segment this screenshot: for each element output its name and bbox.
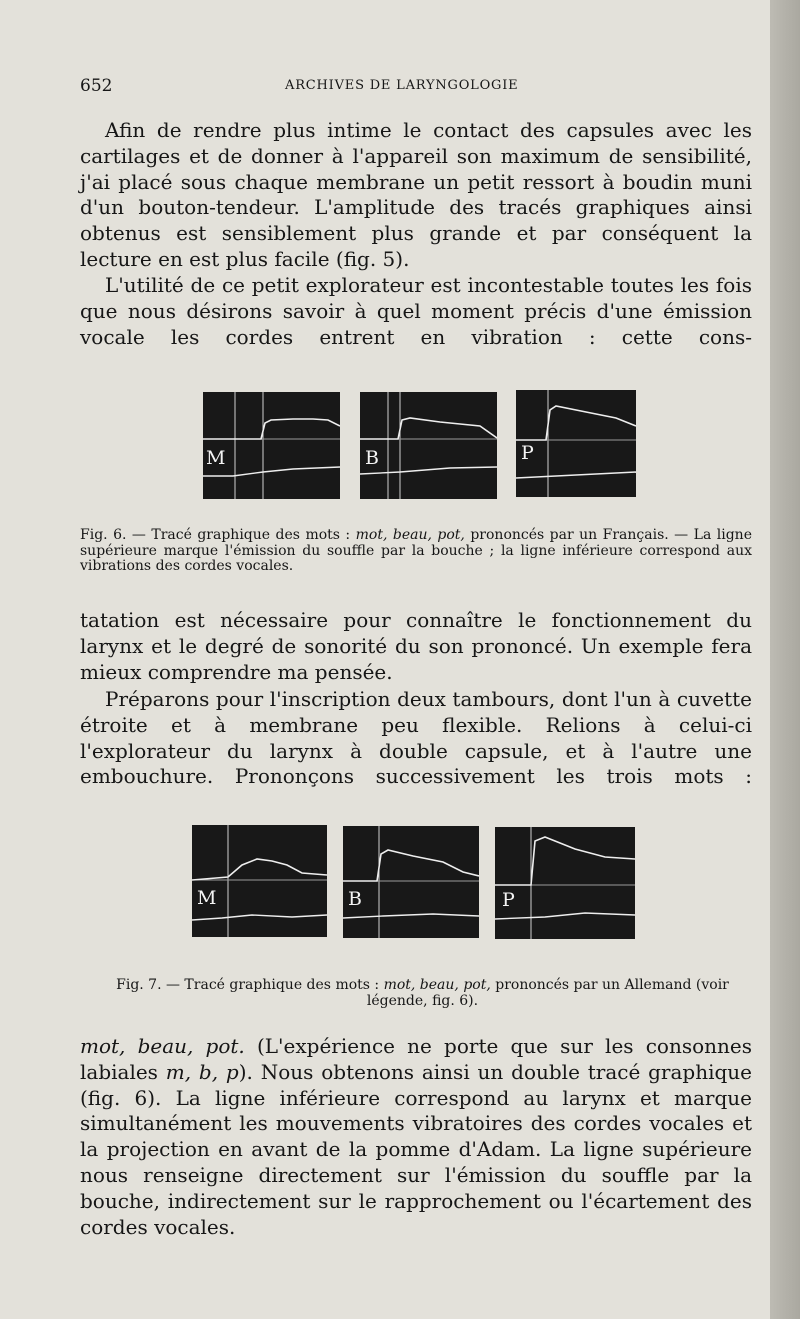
paragraph-5-text-2: ). Nous obtenons ainsi un double tracé graphique (fig. 6). La ligne inférieure correspond au larynx et marque simultanément les mouvements vibratoires des cordes vocales et la projection en avant de la pomme d'Adam. La ligne supérieure nous renseigne directement sur l'émission du souffle par la bouche, indirectement sur le rapprochement ou l'écartement des cordes vocales. (80, 1059, 753, 1239)
paragraph-5-consonants: m, b, p (165, 1059, 239, 1084)
running-title: ARCHIVES DE LARYNGOLOGIE (285, 78, 519, 93)
paragraph-5 (80, 1034, 752, 1240)
paragraph-2: L'utilité de ce petit explorateur est incontestable toutes les fois que nous désirons savoir à quel moment précis d'une émission vocale les cordes entrent en vibration : cette cons- (80, 273, 752, 349)
fig7-panel-b (343, 826, 479, 938)
fig6-panel-b (360, 392, 497, 499)
page-number: 652 (80, 76, 113, 96)
paragraph-5-words: mot, beau, pot. (80, 1034, 245, 1058)
fig6-label-b: B (365, 447, 379, 469)
fig6-label-m: M (206, 447, 226, 469)
fig6-trace-m (203, 392, 340, 499)
running-header (80, 76, 750, 96)
fig7-caption-words: mot, beau, pot, (383, 977, 491, 993)
fig6-panel-m (203, 392, 340, 499)
fig6-caption-prefix: Fig. 6. — Tracé graphique des mots : (80, 527, 356, 543)
fig7-label-m: M (197, 887, 217, 909)
fig7-caption (110, 978, 735, 1009)
paragraph-3: tatation est nécessaire pour connaître le fonctionnement du larynx et le degré de sonorité du son prononcé. Un exemple fera mieux comprendre ma pensée. (80, 608, 752, 684)
fig7-trace-p (495, 827, 635, 939)
fig6-trace-b (360, 392, 497, 499)
fig6-caption-rest: prononcés par un Français. — La ligne supérieure marque l'émission du souffle par la bouche ; la ligne inférieure correspond aux vibrations des cordes vocales. (80, 527, 752, 574)
fig7-caption-rest: prononcés par un Allemand (voir légende, fig. 6). (366, 977, 729, 1009)
fig6-caption (80, 528, 752, 575)
fig7-panel-p (495, 827, 635, 939)
fig7-trace-m (192, 825, 327, 937)
paragraph-4: Préparons pour l'inscription deux tambours, dont l'un à cuvette étroite et à membrane peu flexible. Relions à celui-ci l'explorateur du larynx à double capsule, et à l'autre une embouchure. Prononçons successivement les trois mots : (80, 687, 752, 789)
fig7-label-p: P (502, 889, 515, 911)
fig6-panel-p (516, 390, 636, 497)
fig6-caption-words: mot, beau, pot, (355, 527, 465, 543)
fig7-panel-m (192, 825, 327, 937)
fig7-trace-b (343, 826, 479, 938)
fig7-label-b: B (348, 888, 362, 910)
paragraph-5-text-1: (L'expérience ne porte que sur les consonnes labiales (80, 1034, 752, 1084)
fig7-caption-prefix: Fig. 7. — Tracé graphique des mots : (116, 977, 384, 993)
page-edge (770, 0, 800, 1319)
fig6-label-p: P (521, 442, 534, 464)
paragraph-1: Afin de rendre plus intime le contact des capsules avec les cartilages et de donner à l'appareil son maximum de sensibilité, j'ai placé sous chaque membrane un petit ressort à boudin muni d'un bouton-tendeur. L'amplitude des tracés graphiques ainsi obtenus est sensiblement plus grande et par conséquent la lecture en est plus facile (fig. 5). (80, 118, 752, 271)
fig6-trace-p (516, 390, 636, 497)
